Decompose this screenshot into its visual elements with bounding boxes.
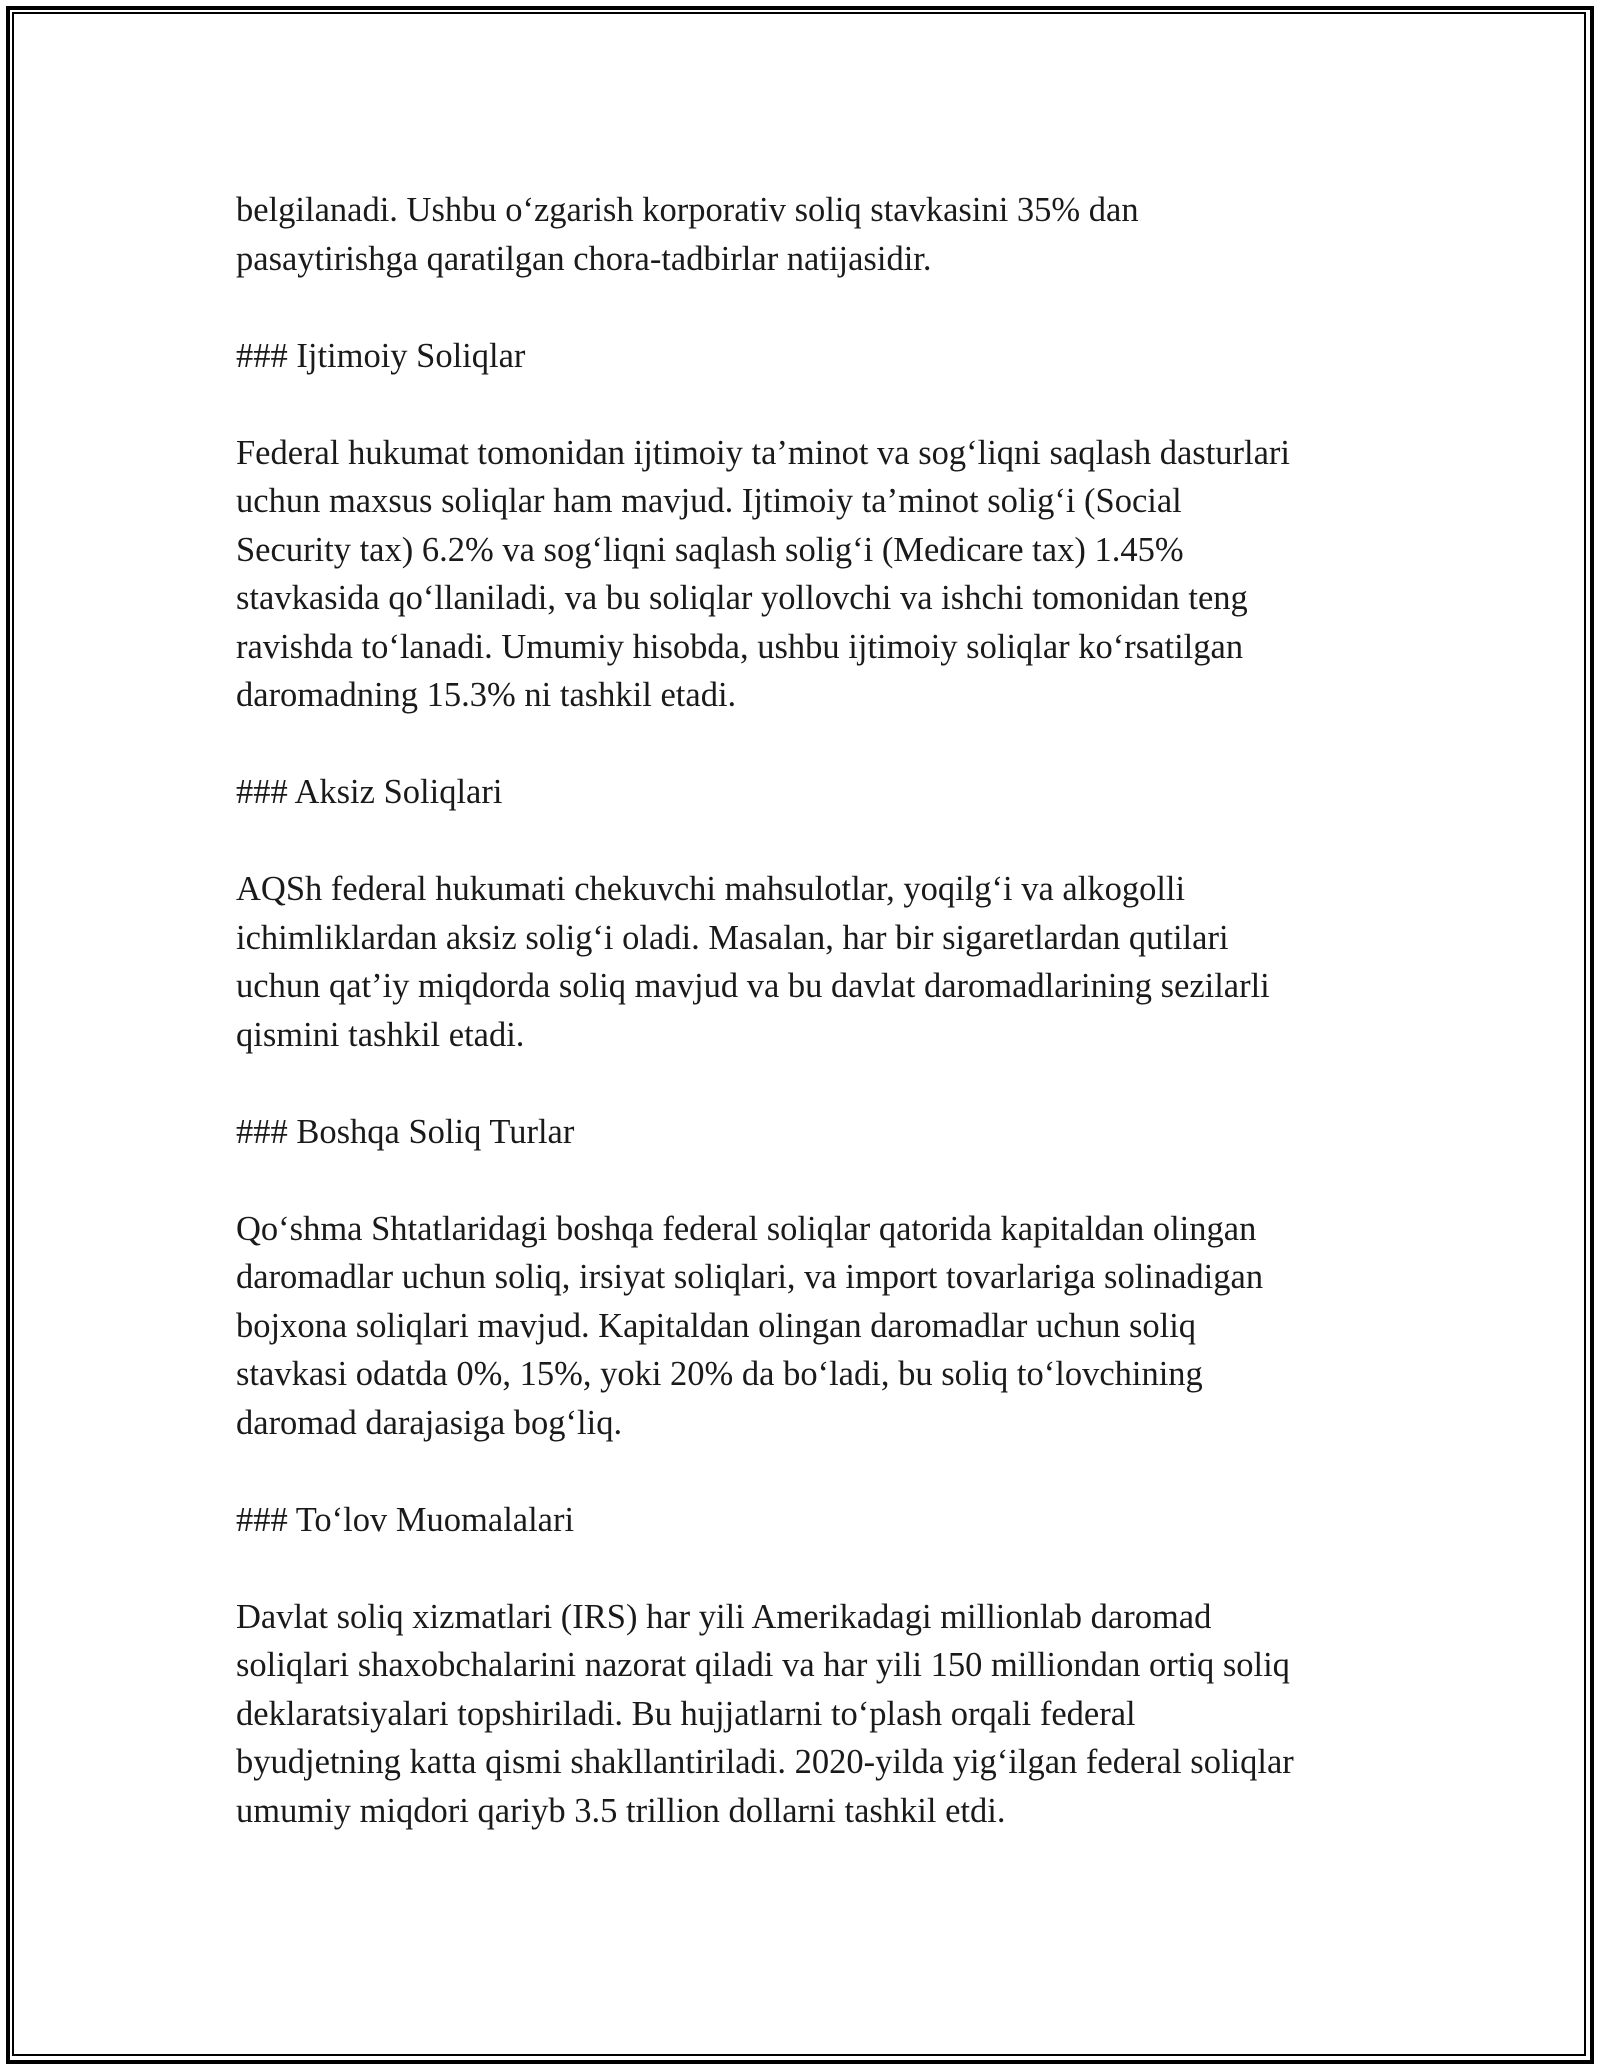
text-line: Federal hukumat tomonidan ijtimoiy ta’minot va sog‘liqni saqlash dasturlari xyxy=(236,433,1290,472)
text-line: uchun maxsus soliqlar ham mavjud. Ijtimoiy ta’minot solig‘i (Social xyxy=(236,482,1182,520)
text-line: qismini tashkil etadi. xyxy=(236,1015,525,1054)
text-line: soliqlari shaxobchalarini nazorat qiladi va har yili 150 milliondan ortiq soliq xyxy=(236,1646,1290,1684)
text-line: daromad darajasiga bog‘liq. xyxy=(236,1403,623,1442)
text-line: daromadning 15.3% ni tashkil etadi. xyxy=(236,676,737,714)
text-line: Davlat soliq xizmatlari (IRS) har yili Amerikadagi millionlab daromad xyxy=(236,1597,1212,1636)
text-line: uchun qat’iy miqdorda soliq mavjud va bu davlat daromadlarining sezilarli xyxy=(236,967,1270,1005)
section-heading-aksiz: ### Aksiz Soliqlari xyxy=(236,773,503,811)
text-line: stavkasi odatda 0%, 15%, yoki 20% da bo‘ladi, bu soliq to‘lovchining xyxy=(236,1355,1203,1393)
text-line: deklaratsiyalari topshiriladi. Bu hujjatlarni to‘plash orqali federal xyxy=(236,1694,1136,1733)
paragraph-boshqa xyxy=(236,1205,1376,1448)
text-line: bojxona soliqlari mavjud. Kapitaldan olingan daromadlar uchun soliq xyxy=(236,1306,1197,1345)
paragraph-ijtimoiy xyxy=(236,429,1376,720)
text-line: stavkasida qo‘llaniladi, va bu soliqlar yollovchi va ishchi tomonidan teng xyxy=(236,579,1248,617)
paragraph-aksiz xyxy=(236,865,1376,1059)
section-heading-boshqa: ### Boshqa Soliq Turlar xyxy=(236,1112,575,1151)
text-line: ichimliklardan aksiz solig‘i oladi. Masalan, har bir sigaretlardan qutilari xyxy=(236,918,1229,957)
text-line: ravishda to‘lanadi. Umumiy hisobda, ushbu ijtimoiy soliqlar ko‘rsatilgan xyxy=(236,627,1244,666)
paragraph-tolov xyxy=(236,1593,1376,1836)
text-line: AQSh federal hukumati chekuvchi mahsulotlar, yoqilg‘i va alkogolli xyxy=(236,870,1186,908)
text-line: daromadlar uchun soliq, irsiyat soliqlari, va import tovarlariga solinadigan xyxy=(236,1258,1264,1296)
paragraph-intro xyxy=(236,186,1376,283)
text-line: belgilanadi. Ushbu o‘zgarish korporativ soliq stavkasini 35% dan xyxy=(236,191,1139,229)
text-line: byudjetning katta qismi shakllantiriladi. 2020-yilda yig‘ilgan federal soliqlar xyxy=(236,1743,1294,1781)
text-line: pasaytirishga qaratilgan chora-tadbirlar natijasidir. xyxy=(236,239,932,278)
text-line: umumiy miqdori qariyb 3.5 trillion dollarni tashkil etdi. xyxy=(236,1791,1006,1830)
document-body xyxy=(236,186,1376,1884)
text-line: Security tax) 6.2% va sog‘liqni saqlash solig‘i (Medicare tax) 1.45% xyxy=(236,530,1184,569)
section-heading-tolov: ### To‘lov Muomalalari xyxy=(236,1500,575,1539)
section-heading-ijtimoiy: ### Ijtimoiy Soliqlar xyxy=(236,336,526,375)
text-line: Qo‘shma Shtatlaridagi boshqa federal soliqlar qatorida kapitaldan olingan xyxy=(236,1209,1257,1248)
